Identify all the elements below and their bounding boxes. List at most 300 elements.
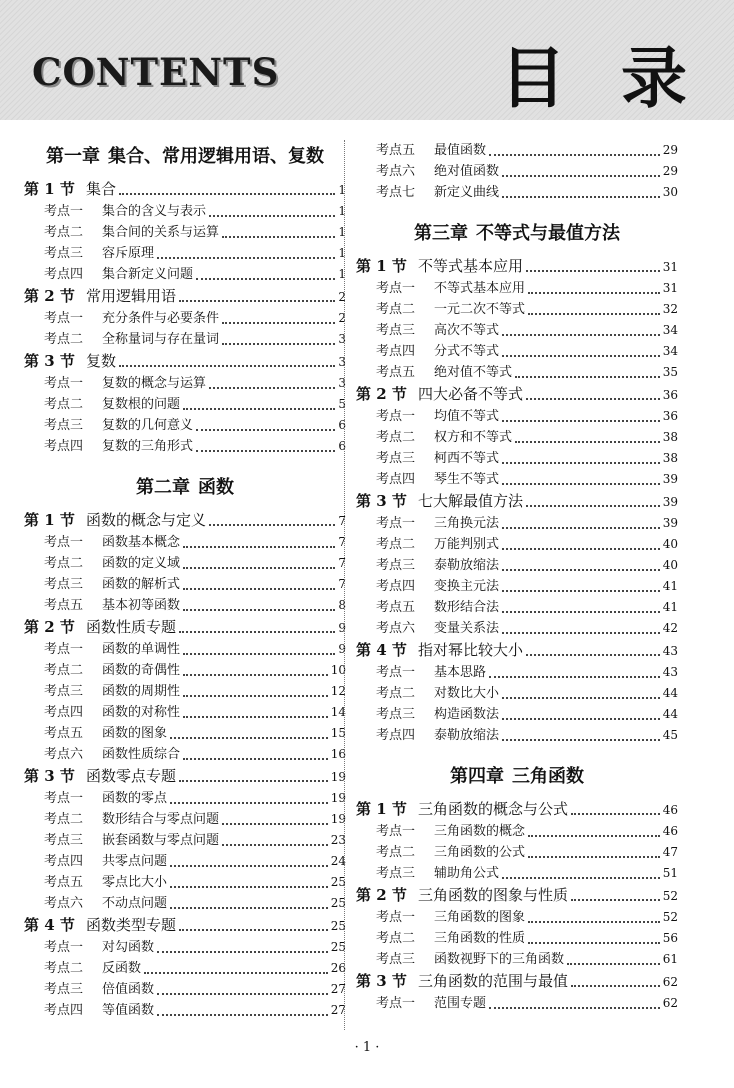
entry-page-number: 41 <box>662 579 678 593</box>
dot-leader <box>157 951 328 953</box>
toc-point-entry[interactable] <box>356 704 678 725</box>
dot-leader <box>119 365 335 367</box>
chapter-heading <box>24 471 346 507</box>
dot-leader <box>526 270 660 272</box>
toc-section-entry[interactable] <box>24 350 346 373</box>
toc-point-entry[interactable] <box>24 851 346 872</box>
dot-leader <box>183 408 335 410</box>
toc-point-entry[interactable] <box>24 553 346 574</box>
toc-section-entry[interactable] <box>24 616 346 639</box>
entry-number: 考点三 <box>376 323 416 338</box>
dot-leader <box>222 844 328 846</box>
toc-section-entry[interactable] <box>24 285 346 308</box>
entry-page-number: 52 <box>662 889 678 903</box>
toc-point-entry[interactable] <box>24 744 346 765</box>
entry-number: 考点五 <box>44 875 84 890</box>
entry-number: 考点二 <box>44 556 84 571</box>
dot-leader <box>502 590 660 592</box>
toc-point-entry[interactable] <box>24 532 346 553</box>
entry-page-number: 34 <box>662 344 678 358</box>
entry-title: 集合 <box>86 180 117 198</box>
toc-point-entry[interactable] <box>356 469 678 490</box>
entry-page-number: 8 <box>338 598 346 612</box>
toc-point-entry[interactable] <box>356 278 678 299</box>
entry-page-number: 6 <box>338 418 346 432</box>
dot-leader <box>489 154 660 156</box>
entry-number: 第 4 节 <box>24 916 75 934</box>
dot-leader <box>183 546 335 548</box>
entry-title: 对勾函数 <box>102 940 155 955</box>
entry-title: 全称量词与存在量词 <box>102 332 220 347</box>
chapter-title: 三角函数 <box>512 766 584 787</box>
toc-section-entry[interactable] <box>356 639 678 662</box>
entry-page-number: 27 <box>330 982 346 996</box>
dot-leader <box>515 376 660 378</box>
entry-title: 四大必备不等式 <box>418 385 524 403</box>
toc-point-entry[interactable] <box>356 161 678 182</box>
toc-point-entry[interactable] <box>356 907 678 928</box>
entry-title: 万能判别式 <box>434 537 500 552</box>
toc-point-entry[interactable] <box>24 574 346 595</box>
toc-point-entry[interactable] <box>356 362 678 383</box>
toc-point-entry[interactable] <box>24 723 346 744</box>
entry-title: 函数基本概念 <box>102 535 181 550</box>
entry-title: 集合间的关系与运算 <box>102 225 220 240</box>
entry-title: 三角函数的图象 <box>434 910 526 925</box>
entry-title: 集合新定义问题 <box>102 267 194 282</box>
entry-number: 第 3 节 <box>24 352 75 370</box>
entry-number: 考点五 <box>44 726 84 741</box>
toc-point-entry[interactable] <box>356 597 678 618</box>
entry-number: 考点三 <box>376 952 416 967</box>
dot-leader <box>170 802 328 804</box>
dot-leader <box>571 899 660 901</box>
toc-point-entry[interactable] <box>356 140 678 161</box>
entry-page-number: 19 <box>330 770 346 784</box>
entry-number: 考点六 <box>376 621 416 636</box>
page-title: 目 录 <box>500 40 703 117</box>
entry-number: 考点三 <box>376 558 416 573</box>
entry-page-number: 38 <box>662 430 678 444</box>
entry-title: 基本初等函数 <box>102 598 181 613</box>
entry-number: 考点二 <box>376 537 416 552</box>
entry-title: 函数性质综合 <box>102 747 181 762</box>
dot-leader <box>119 193 335 195</box>
dot-leader <box>528 856 660 858</box>
dot-leader <box>502 527 660 529</box>
toc-point-entry[interactable] <box>24 1000 346 1021</box>
dot-leader <box>157 993 328 995</box>
entry-title: 嵌套函数与零点问题 <box>102 833 220 848</box>
entry-page-number: 15 <box>330 726 346 740</box>
entry-title: 泰勒放缩法 <box>434 558 500 573</box>
entry-title: 函数的零点 <box>102 791 168 806</box>
entry-number: 考点一 <box>376 516 416 531</box>
entry-title: 琴生不等式 <box>434 472 500 487</box>
entry-page-number: 44 <box>662 686 678 700</box>
chapter-title: 集合、常用逻辑用语、复数 <box>108 146 324 167</box>
entry-number: 考点四 <box>44 1003 84 1018</box>
entry-page-number: 7 <box>338 556 346 570</box>
dot-leader <box>222 343 335 345</box>
entry-number: 考点三 <box>376 451 416 466</box>
entry-page-number: 44 <box>662 707 678 721</box>
entry-title: 常用逻辑用语 <box>86 287 177 305</box>
entry-title: 数形结合法 <box>434 600 500 615</box>
entry-number: 考点六 <box>44 747 84 762</box>
toc-point-entry[interactable] <box>24 681 346 702</box>
entry-number: 第 4 节 <box>356 641 407 659</box>
dot-leader <box>183 716 328 718</box>
dot-leader <box>502 739 660 741</box>
dot-leader <box>196 450 335 452</box>
dot-leader <box>502 877 660 879</box>
entry-page-number: 61 <box>662 952 678 966</box>
entry-page-number: 1 <box>338 267 346 281</box>
toc-point-entry[interactable] <box>356 320 678 341</box>
entry-number: 考点四 <box>376 472 416 487</box>
entry-title: 三角函数的图象与性质 <box>418 886 569 904</box>
entry-title: 辅助角公式 <box>434 866 500 881</box>
toc-point-entry[interactable] <box>24 958 346 979</box>
dot-leader <box>502 632 660 634</box>
dot-leader <box>489 676 660 678</box>
dot-leader <box>170 907 328 909</box>
toc-point-entry[interactable] <box>356 928 678 949</box>
toc-point-entry[interactable] <box>356 618 678 639</box>
entry-title: 函数的图象 <box>102 726 168 741</box>
dot-leader <box>209 387 335 389</box>
toc-point-entry[interactable] <box>24 436 346 457</box>
dot-leader <box>183 674 328 676</box>
dot-leader <box>571 985 660 987</box>
entry-page-number: 3 <box>338 376 346 390</box>
chapter-number: 第四章 <box>450 766 504 787</box>
dot-leader <box>209 215 335 217</box>
entry-page-number: 25 <box>330 896 346 910</box>
entry-number: 第 1 节 <box>356 800 407 818</box>
entry-title: 范围专题 <box>434 996 487 1011</box>
toc-point-entry[interactable] <box>24 979 346 1000</box>
entry-number: 第 3 节 <box>24 767 75 785</box>
entry-number: 考点一 <box>44 642 84 657</box>
entry-title: 函数的周期性 <box>102 684 181 699</box>
entry-number: 第 1 节 <box>356 257 407 275</box>
toc-section-entry[interactable] <box>356 383 678 406</box>
dot-leader <box>179 929 328 931</box>
entry-number: 考点一 <box>376 281 416 296</box>
entry-number: 考点一 <box>376 910 416 925</box>
dot-leader <box>502 196 660 198</box>
toc-point-entry[interactable] <box>24 660 346 681</box>
entry-title: 共零点问题 <box>102 854 168 869</box>
dot-leader <box>170 865 328 867</box>
entry-title: 三角函数的公式 <box>434 845 526 860</box>
entry-page-number: 51 <box>662 866 678 880</box>
toc-section-entry[interactable] <box>356 798 678 821</box>
entry-page-number: 31 <box>662 260 678 274</box>
entry-page-number: 27 <box>330 1003 346 1017</box>
dot-leader <box>502 420 660 422</box>
entry-number: 考点四 <box>376 579 416 594</box>
toc-point-entry[interactable] <box>356 427 678 448</box>
entry-number: 考点七 <box>376 185 416 200</box>
toc-point-entry[interactable] <box>356 534 678 555</box>
entry-page-number: 25 <box>330 919 346 933</box>
entry-page-number: 40 <box>662 537 678 551</box>
entry-number: 考点二 <box>44 332 84 347</box>
entry-page-number: 52 <box>662 910 678 924</box>
dot-leader <box>502 611 660 613</box>
entry-number: 考点三 <box>376 707 416 722</box>
entry-page-number: 39 <box>662 472 678 486</box>
dot-leader <box>502 334 660 336</box>
toc-point-entry[interactable] <box>24 893 346 914</box>
entry-title: 数形结合与零点问题 <box>102 812 220 827</box>
entry-title: 函数类型专题 <box>86 916 177 934</box>
entry-title: 最值函数 <box>434 143 487 158</box>
entry-title: 泰勒放缩法 <box>434 728 500 743</box>
toc-point-entry[interactable] <box>24 243 346 264</box>
entry-title: 复数的三角形式 <box>102 439 194 454</box>
entry-title: 函数零点专题 <box>86 767 177 785</box>
dot-leader <box>571 813 660 815</box>
dot-leader <box>528 942 660 944</box>
toc-point-entry[interactable] <box>24 222 346 243</box>
toc-point-entry[interactable] <box>24 595 346 616</box>
toc-point-entry[interactable] <box>356 299 678 320</box>
dot-leader <box>183 653 335 655</box>
entry-number: 考点四 <box>376 728 416 743</box>
toc-point-entry[interactable] <box>24 872 346 893</box>
toc-section-entry[interactable] <box>356 970 678 993</box>
toc-point-entry[interactable] <box>24 201 346 222</box>
entry-page-number: 31 <box>662 281 678 295</box>
entry-page-number: 36 <box>662 409 678 423</box>
toc-point-entry[interactable] <box>356 576 678 597</box>
entry-title: 反函数 <box>102 961 142 976</box>
entry-page-number: 29 <box>662 164 678 178</box>
dot-leader <box>526 654 660 656</box>
contents-label: CONTENTS <box>32 50 280 94</box>
toc-point-entry[interactable] <box>356 555 678 576</box>
toc-section-entry[interactable] <box>356 255 678 278</box>
chapter-number: 第二章 <box>136 477 190 498</box>
entry-number: 考点三 <box>44 684 84 699</box>
entry-number: 考点三 <box>44 246 84 261</box>
entry-number: 考点三 <box>44 418 84 433</box>
chapter-heading <box>356 760 678 796</box>
toc-point-entry[interactable] <box>24 394 346 415</box>
entry-page-number: 19 <box>330 791 346 805</box>
dot-leader <box>502 175 660 177</box>
entry-number: 考点一 <box>44 535 84 550</box>
chapter-heading <box>356 217 678 253</box>
entry-title: 变换主元法 <box>434 579 500 594</box>
entry-page-number: 35 <box>662 365 678 379</box>
toc-point-entry[interactable] <box>24 937 346 958</box>
entry-number: 考点三 <box>44 577 84 592</box>
toc-point-entry[interactable] <box>356 949 678 970</box>
entry-number: 考点五 <box>44 598 84 613</box>
entry-title: 函数的定义域 <box>102 556 181 571</box>
entry-page-number: 2 <box>338 311 346 325</box>
entry-number: 考点一 <box>44 791 84 806</box>
entry-title: 函数的概念与定义 <box>86 511 207 529</box>
entry-page-number: 10 <box>330 663 346 677</box>
toc-point-entry[interactable] <box>356 341 678 362</box>
entry-page-number: 32 <box>662 302 678 316</box>
entry-page-number: 24 <box>330 854 346 868</box>
toc-point-entry[interactable] <box>24 788 346 809</box>
toc-point-entry[interactable] <box>356 725 678 746</box>
toc-right-column <box>356 140 678 1014</box>
entry-title: 函数性质专题 <box>86 618 177 636</box>
toc-point-entry[interactable] <box>356 662 678 683</box>
toc-point-entry[interactable] <box>356 863 678 884</box>
entry-number: 考点五 <box>376 143 416 158</box>
toc-point-entry[interactable] <box>24 373 346 394</box>
entry-title: 构造函数法 <box>434 707 500 722</box>
entry-number: 考点四 <box>44 705 84 720</box>
toc-point-entry[interactable] <box>356 406 678 427</box>
entry-page-number: 1 <box>338 183 346 197</box>
toc-point-entry[interactable] <box>356 182 678 203</box>
entry-number: 考点一 <box>44 204 84 219</box>
entry-number: 考点一 <box>376 665 416 680</box>
toc-point-entry[interactable] <box>356 683 678 704</box>
entry-number: 第 2 节 <box>356 886 407 904</box>
entry-number: 考点三 <box>44 982 84 997</box>
entry-title: 绝对值函数 <box>434 164 500 179</box>
entry-title: 倍值函数 <box>102 982 155 997</box>
toc-section-entry[interactable] <box>356 490 678 513</box>
dot-leader <box>502 355 660 357</box>
dot-leader <box>502 483 660 485</box>
entry-page-number: 56 <box>662 931 678 945</box>
entry-number: 考点五 <box>376 600 416 615</box>
entry-number: 考点二 <box>376 931 416 946</box>
entry-title: 指对幂比较大小 <box>418 641 524 659</box>
toc-point-entry[interactable] <box>24 415 346 436</box>
toc-point-entry[interactable] <box>356 821 678 842</box>
entry-title: 复数 <box>86 352 117 370</box>
page-number: · 1 · <box>354 1040 380 1055</box>
dot-leader <box>528 313 660 315</box>
dot-leader <box>179 300 335 302</box>
entry-page-number: 43 <box>662 644 678 658</box>
dot-leader <box>183 588 335 590</box>
entry-title: 不等式基本应用 <box>418 257 524 275</box>
toc-point-entry[interactable] <box>24 702 346 723</box>
entry-page-number: 29 <box>662 143 678 157</box>
toc-point-entry[interactable] <box>24 809 346 830</box>
entry-number: 考点六 <box>376 164 416 179</box>
entry-page-number: 16 <box>330 747 346 761</box>
entry-number: 考点四 <box>44 267 84 282</box>
toc-section-entry[interactable] <box>24 765 346 788</box>
dot-leader <box>183 567 335 569</box>
entry-title: 分式不等式 <box>434 344 500 359</box>
entry-page-number: 3 <box>338 355 346 369</box>
toc-point-entry[interactable] <box>356 513 678 534</box>
entry-number: 考点四 <box>44 854 84 869</box>
entry-page-number: 9 <box>338 621 346 635</box>
entry-number: 考点二 <box>44 961 84 976</box>
dot-leader <box>196 429 335 431</box>
entry-page-number: 7 <box>338 577 346 591</box>
toc-section-entry[interactable] <box>24 914 346 937</box>
toc-point-entry[interactable] <box>24 329 346 350</box>
entry-title: 三角函数的范围与最值 <box>418 972 569 990</box>
entry-title: 柯西不等式 <box>434 451 500 466</box>
entry-title: 不动点问题 <box>102 896 168 911</box>
entry-number: 考点二 <box>44 663 84 678</box>
entry-page-number: 47 <box>662 845 678 859</box>
entry-title: 等值函数 <box>102 1003 155 1018</box>
toc-section-entry[interactable] <box>24 178 346 201</box>
entry-number: 考点二 <box>376 686 416 701</box>
entry-page-number: 1 <box>338 225 346 239</box>
toc-section-entry[interactable] <box>356 884 678 907</box>
entry-number: 考点一 <box>44 376 84 391</box>
toc-point-entry[interactable] <box>24 639 346 660</box>
dot-leader <box>222 823 328 825</box>
dot-leader <box>502 569 660 571</box>
entry-page-number: 25 <box>330 940 346 954</box>
entry-title: 权方和不等式 <box>434 430 513 445</box>
entry-number: 考点五 <box>376 365 416 380</box>
entry-page-number: 1 <box>338 204 346 218</box>
entry-page-number: 5 <box>338 397 346 411</box>
entry-page-number: 62 <box>662 996 678 1010</box>
dot-leader <box>183 695 328 697</box>
entry-page-number: 39 <box>662 516 678 530</box>
dot-leader <box>170 737 328 739</box>
entry-page-number: 39 <box>662 495 678 509</box>
entry-page-number: 6 <box>338 439 346 453</box>
entry-number: 第 2 节 <box>24 287 75 305</box>
toc-point-entry[interactable] <box>24 830 346 851</box>
entry-page-number: 9 <box>338 642 346 656</box>
toc-point-entry[interactable] <box>356 448 678 469</box>
toc-left-column <box>24 140 346 1021</box>
entry-number: 考点二 <box>44 812 84 827</box>
entry-page-number: 7 <box>338 514 346 528</box>
entry-title: 充分条件与必要条件 <box>102 311 220 326</box>
entry-title: 集合的含义与表示 <box>102 204 207 219</box>
entry-title: 基本思路 <box>434 665 487 680</box>
dot-leader <box>489 1007 660 1009</box>
toc-section-entry[interactable] <box>24 509 346 532</box>
dot-leader <box>222 322 335 324</box>
entry-page-number: 43 <box>662 665 678 679</box>
entry-page-number: 12 <box>330 684 346 698</box>
dot-leader <box>526 398 660 400</box>
entry-number: 第 2 节 <box>24 618 75 636</box>
entry-page-number: 7 <box>338 535 346 549</box>
toc-point-entry[interactable] <box>24 308 346 329</box>
toc-point-entry[interactable] <box>356 842 678 863</box>
dot-leader <box>209 524 335 526</box>
dot-leader <box>157 257 335 259</box>
entry-title: 一元二次不等式 <box>434 302 526 317</box>
dot-leader <box>179 780 328 782</box>
toc-point-entry[interactable] <box>24 264 346 285</box>
dot-leader <box>502 462 660 464</box>
entry-title: 对数比大小 <box>434 686 500 701</box>
toc-point-entry[interactable] <box>356 993 678 1014</box>
